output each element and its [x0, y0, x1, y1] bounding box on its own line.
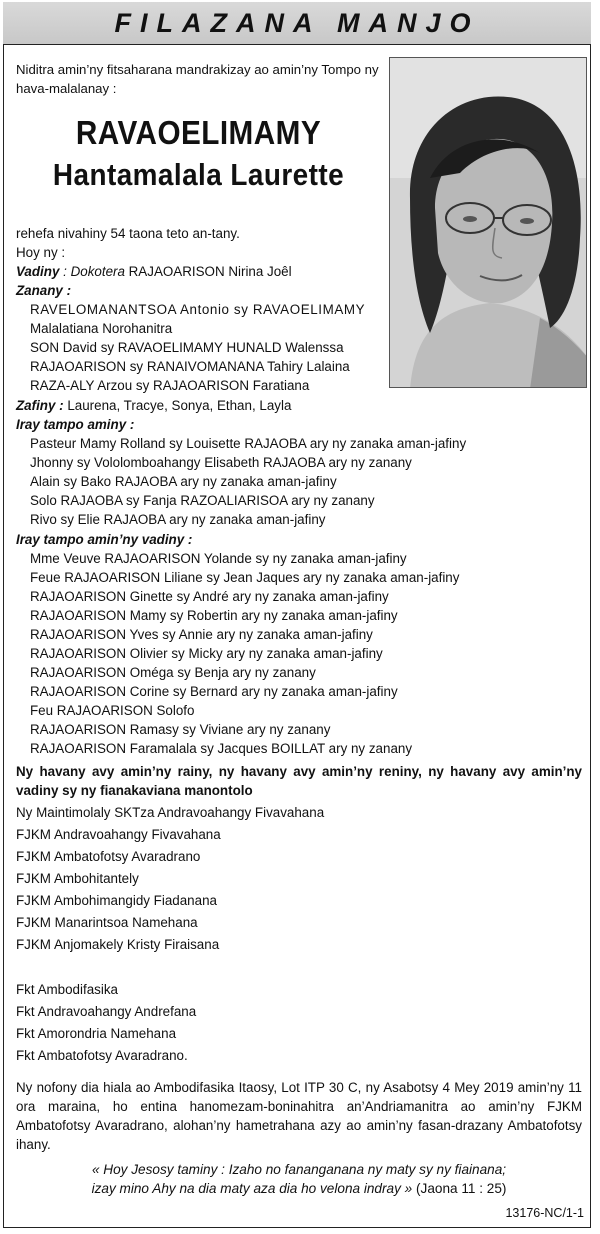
deceased-surname: RAVAOELIMAMY: [75, 114, 322, 151]
list-item: Jhonny sy Vololomboahangy Elisabeth RAJAOBA ary ny zanany: [30, 455, 412, 470]
list-item: Solo RAJAOBA sy Fanja RAZOALIARISOA ary ny zanany: [30, 493, 375, 508]
portrait-photo: [389, 57, 587, 388]
intro-text: Niditra amin’ny fitsaharana mandrakizay ao amin’ny Tompo ny hava-malalanay :: [16, 62, 379, 96]
siblings-heading: [16, 415, 134, 434]
list-item: RAJAOARISON Mamy sy Robertin ary ny zanaka aman-jafiny: [30, 608, 398, 623]
siblings-label: Iray tampo aminy: [16, 417, 127, 432]
organization-item: FJKM Anjomakely Kristy Firaisana: [16, 937, 220, 952]
hoy-ny: Hoy ny :: [16, 245, 66, 260]
spouse-line: [16, 262, 292, 281]
list-item: Feue RAJAOARISON Liliane sy Jean Jaques ary ny zanaka aman-jafiny: [30, 570, 460, 585]
fokontany-item: Fkt Andravoahangy Andrefana: [16, 1004, 197, 1019]
organization-item: FJKM Andravoahangy Fivavahana: [16, 827, 221, 842]
children-label: Zanany: [16, 283, 63, 298]
list-item: RAJAOARISON Olivier sy Micky ary ny zanaka aman-jafiny: [30, 646, 383, 661]
grandchildren-label: Zafiny: [16, 398, 56, 413]
organization-item: Ny Maintimolaly SKTza Andravoahangy Fivavahana: [16, 805, 325, 820]
fokontany-item: Fkt Amorondria Namehana: [16, 1026, 177, 1041]
siblings-label-suffix: :: [126, 417, 135, 432]
organization-item: FJKM Ambohimangidy Fiadanana: [16, 893, 217, 908]
list-item: RAJAOARISON Yves sy Annie ary ny zanaka aman-jafiny: [30, 627, 373, 642]
children-label-suffix: :: [62, 283, 72, 298]
reference-code: 13176-NC/1-1: [505, 1206, 584, 1220]
list-item: RAJAOARISON sy RANAIVOMANANA Tahiry Lalaina: [30, 359, 350, 374]
list-item: Feu RAJAOARISON Solofo: [30, 703, 195, 718]
spouse-label: Vadiny: [16, 264, 60, 279]
organization-item: FJKM Ambatofotsy Avaradrano: [16, 849, 201, 864]
deceased-given-names: Hantamalala Laurette: [52, 157, 345, 192]
list-item: RAJAOARISON Ginette sy André ary ny zanaka aman-jafiny: [30, 589, 389, 604]
verse-line-2: [16, 1179, 582, 1198]
notice-title: FILAZANA MANJO: [114, 8, 480, 38]
verse-reference: (Jaona 11 : 25): [412, 1181, 507, 1196]
age-line: rehefa nivahiny 54 taona teto an-tany.: [16, 226, 240, 241]
list-item: RAJAOARISON Ramasy sy Viviane ary ny zanany: [30, 722, 331, 737]
list-item: Pasteur Mamy Rolland sy Louisette RAJAOBA ary ny zanaka aman-jafiny: [30, 436, 467, 451]
grandchildren-names: Laurena, Tracye, Sonya, Ethan, Layla: [63, 398, 292, 413]
list-item: Alain sy Bako RAJAOBA ary ny zanaka aman-jafiny: [30, 474, 337, 489]
grandchildren-line: [16, 396, 291, 415]
portrait-image: [390, 58, 587, 388]
funeral-notice: Ny nofony dia hiala ao Ambodifasika Itaosy, Lot ITP 30 C, ny Asabotsy 4 Mey 2019 amin’ny 11 ora maraina, ho entina hanomezam-boninahitra an’Andriamanitra ao amin’ny FJKM Ambatofotsy Avaradrano, alohan’ny hametrahana azy ao amin’ny fasan-drazany Ambatofotsy ihany.: [16, 1080, 582, 1152]
list-item: RAJAOARISON Corine sy Bernard ary ny zanaka aman-jafiny: [30, 684, 398, 699]
spouse-siblings-heading: [16, 530, 192, 549]
notice-banner: [3, 2, 591, 45]
grandchildren-label-suffix: :: [55, 398, 64, 413]
list-item: Malalatiana Norohanitra: [30, 321, 173, 336]
organization-item: FJKM Ambohitantely: [16, 871, 139, 886]
children-heading: [16, 281, 71, 300]
spouse-siblings-label-suffix: :: [184, 532, 193, 547]
fokontany-item: Fkt Ambodifasika: [16, 982, 118, 997]
list-item: RAZA-ALY Arzou sy RAJAOARISON Faratiana: [30, 378, 310, 393]
list-item: SON David sy RAVAOELIMAMY HUNALD Walenssa: [30, 340, 344, 355]
spouse-name: RAJAOARISON Nirina Joêl: [128, 264, 292, 279]
list-item: Mme Veuve RAJAOARISON Yolande sy ny zanaka aman-jafiny: [30, 551, 407, 566]
fokontany-item: Fkt Ambatofotsy Avaradrano.: [16, 1048, 188, 1063]
spouse-title: : Dokotera: [59, 264, 129, 279]
verse-text: izay mino Ahy na dia maty aza dia ho velona indray »: [91, 1181, 413, 1196]
spouse-siblings-label: Iray tampo amin’ny vadiny: [16, 532, 185, 547]
verse-line-1: « Hoy Jesosy taminy : Izaho no fananganana ny maty sy ny fiainana;: [91, 1162, 507, 1177]
organization-item: FJKM Manarintsoa Namehana: [16, 915, 198, 930]
list-item: RAJAOARISON Oméga sy Benja ary ny zanany: [30, 665, 316, 680]
relatives-paragraph: Ny havany avy amin’ny rainy, ny havany avy amin’ny reniny, ny havany avy amin’ny vadiny sy ny fianakaviana manontolo: [16, 764, 582, 798]
list-item: RAVELOMANANTSOA Antonio sy RAVAOELIMAMY: [30, 302, 366, 317]
list-item: RAJAOARISON Faramalala sy Jacques BOILLAT ary ny zanany: [30, 741, 413, 756]
list-item: Rivo sy Elie RAJAOBA ary ny zanaka aman-jafiny: [30, 512, 326, 527]
